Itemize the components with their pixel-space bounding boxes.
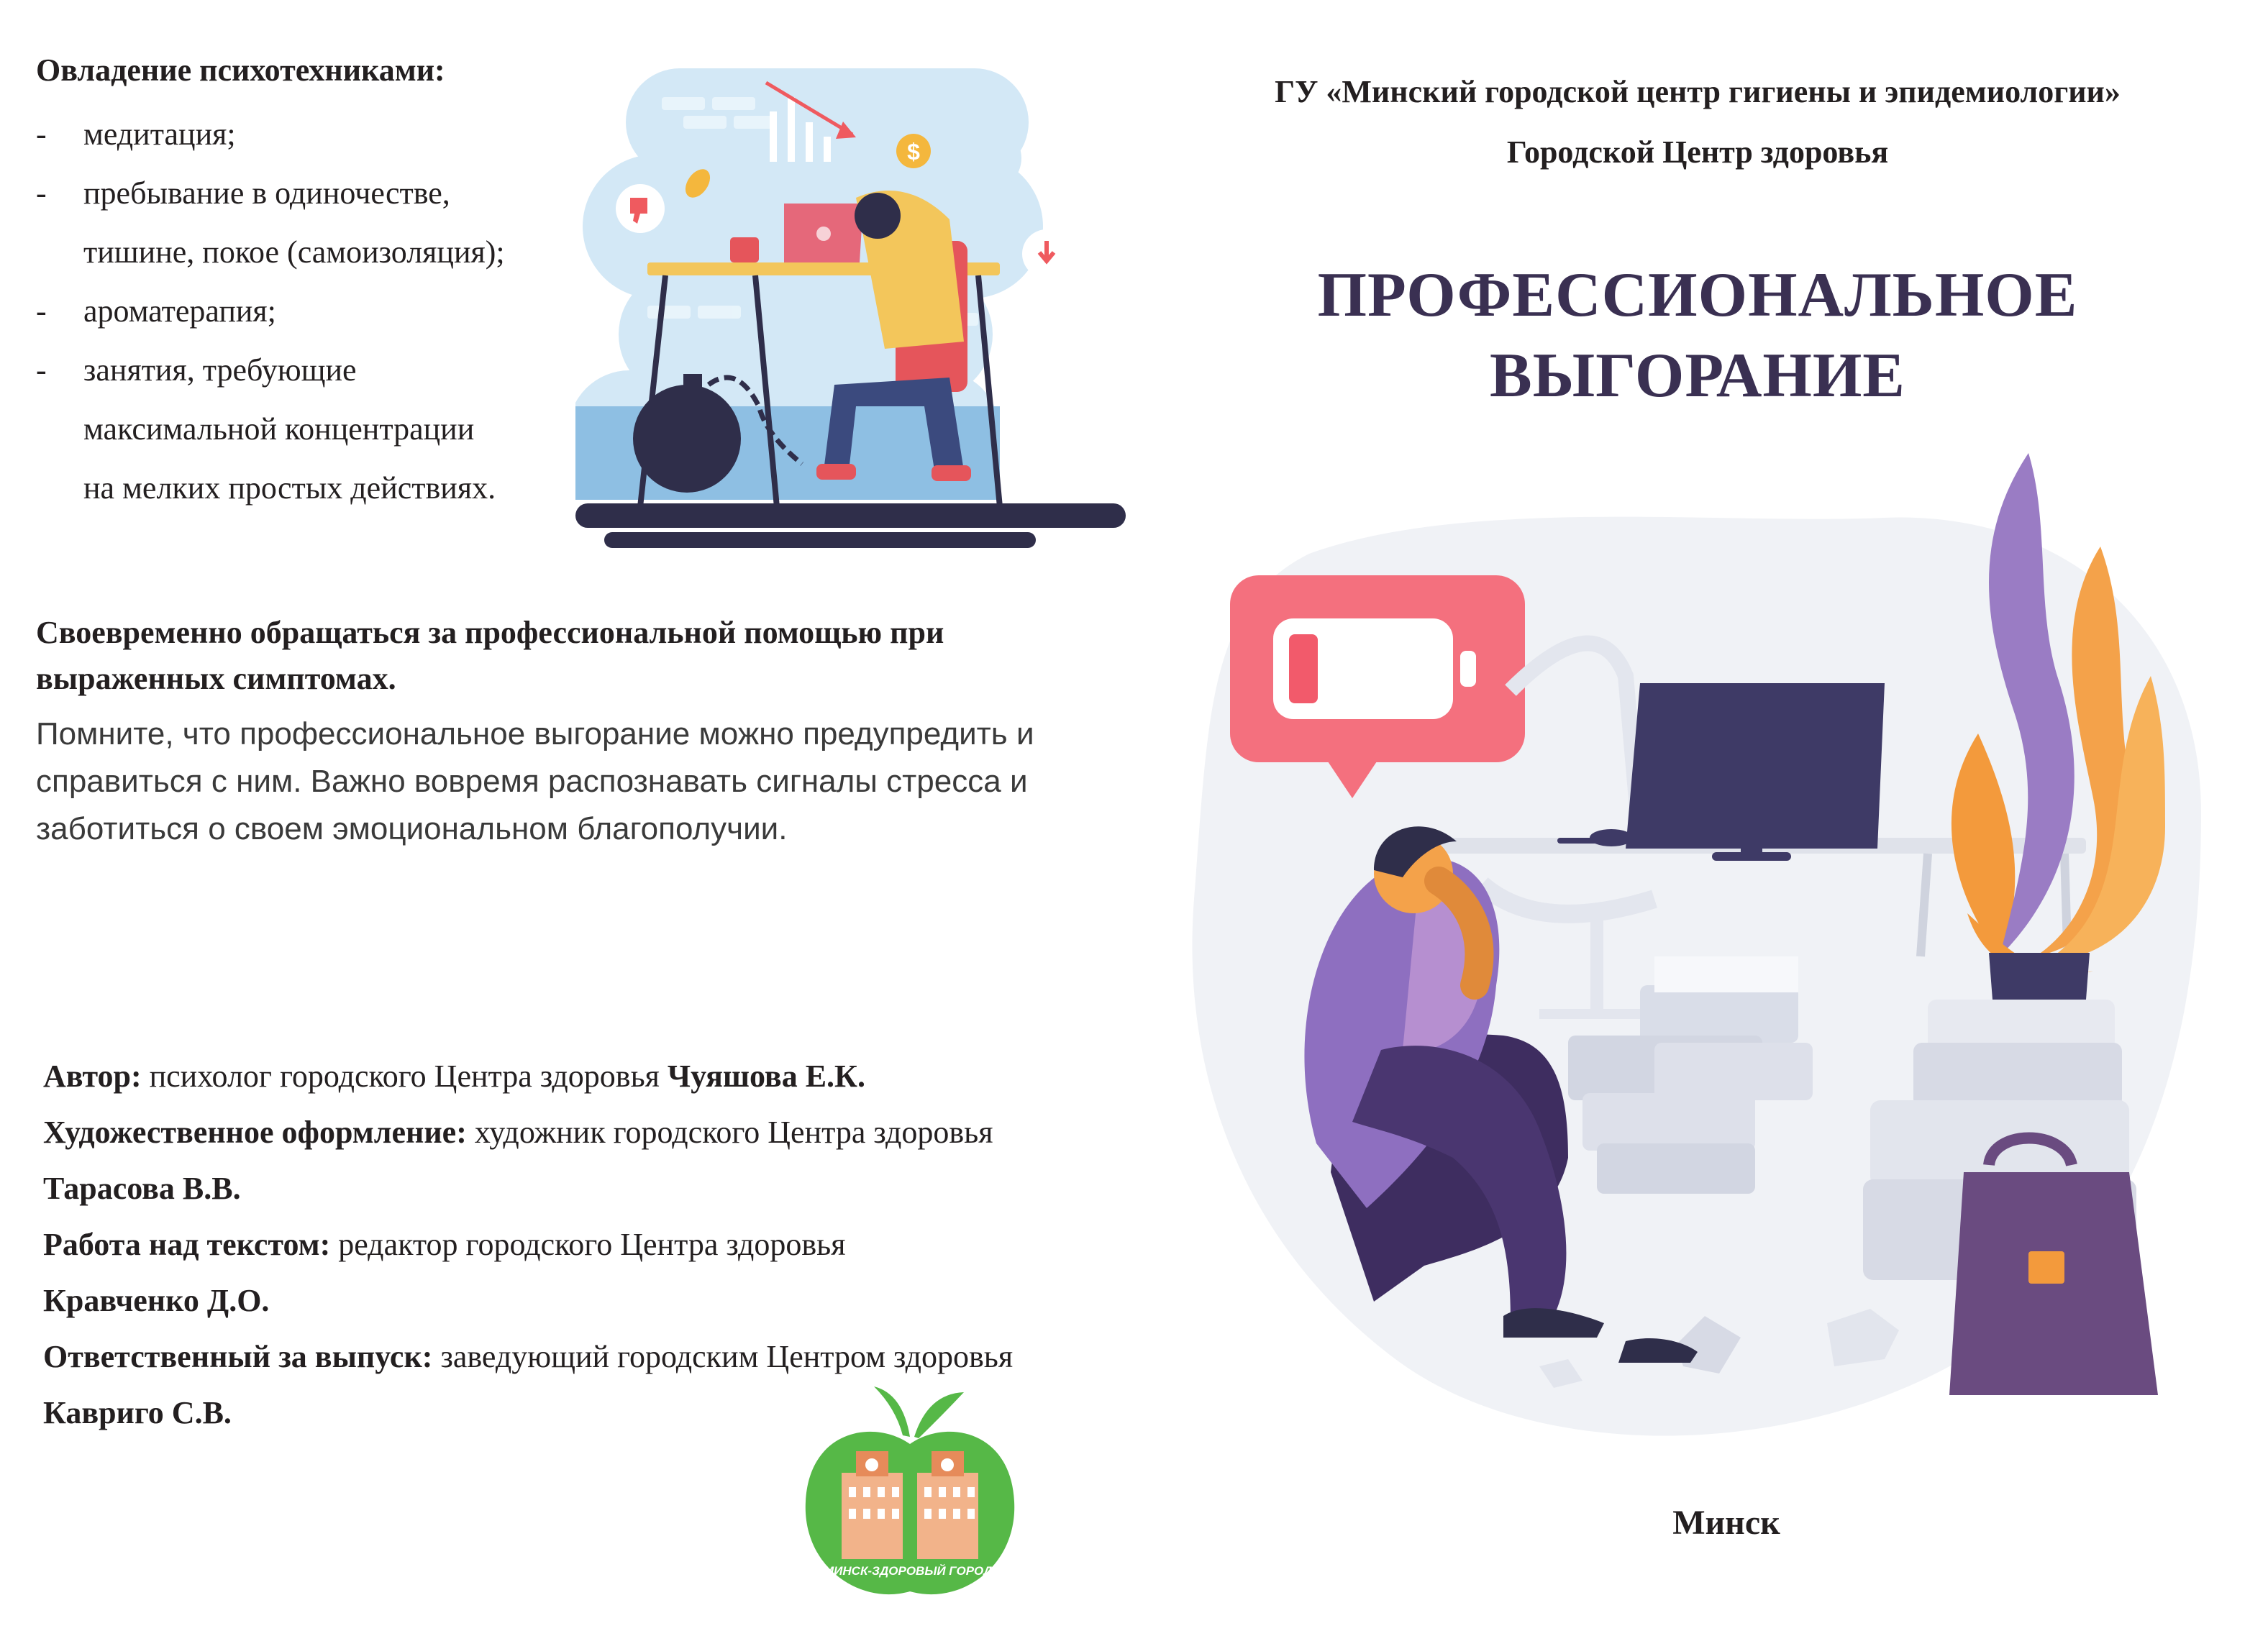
technique-text: занятия, требующие <box>83 352 357 388</box>
technique-text: ароматерапия; <box>83 293 276 329</box>
credit-role: психолог городского Центра здоровья <box>141 1059 668 1094</box>
credit-name: Тарасова В.В. <box>43 1171 241 1206</box>
list-dash: - <box>36 175 47 211</box>
title-line-1: ПРОФЕССИОНАЛЬНОЕ <box>1317 260 2078 330</box>
credit-label: Автор: <box>43 1059 142 1094</box>
apple-leaf-left <box>874 1386 910 1437</box>
exhausted-worker-illustration <box>575 68 1129 565</box>
technique-text: медитация; <box>83 116 236 152</box>
technique-text: на мелких простых действиях. <box>83 470 496 506</box>
credit-name: Чуяшова Е.К. <box>667 1059 865 1094</box>
list-dash: - <box>36 116 47 152</box>
credit-label: Художественное оформление: <box>43 1115 467 1150</box>
techniques-title: Овладение психотехниками: <box>36 52 445 88</box>
technique-item <box>36 459 611 518</box>
credit-label: Работа над текстом: <box>43 1227 331 1262</box>
svg-text:$: $ <box>907 139 920 165</box>
technique-item <box>36 282 611 341</box>
organization-name <box>1165 62 2230 183</box>
reminder-paragraph: Помните, что профессиональное выгорание можно предупредить и справиться с ним. Важно вовремя распознавать сигналы стресса и заботиться о своем эмоциональном благополучии. <box>36 716 1034 846</box>
credit-line <box>43 1161 1165 1217</box>
credit-name: Кравченко Д.О. <box>43 1283 270 1318</box>
brochure-title <box>1165 255 2230 416</box>
organization-line-2: Городской Центр здоровья <box>1506 134 1889 170</box>
credit-line <box>43 1329 1165 1385</box>
seek-help-heading: Своевременно обращаться за профессиональной помощью при выраженных симптомах. <box>36 615 944 696</box>
list-dash: - <box>36 293 47 329</box>
technique-item <box>36 223 611 282</box>
techniques-list <box>36 105 611 518</box>
technique-item <box>36 400 611 459</box>
technique-item <box>36 341 611 400</box>
briefcase-icon <box>1949 1138 2158 1396</box>
list-dash: - <box>36 352 47 388</box>
organization-line-1: ГУ «Минский городской центр гигиены и эпидемиологии» <box>1275 74 2121 109</box>
credit-role: художник городского Центра здоровья <box>466 1115 993 1150</box>
logo-caption: МИНСК-ЗДОРОВЫЙ ГОРОД! <box>824 1564 996 1578</box>
title-line-2: ВЫГОРАНИЕ <box>1490 341 1905 411</box>
credit-label: Ответственный за выпуск: <box>43 1339 433 1374</box>
city-name: Минск <box>1672 1504 1780 1542</box>
technique-item <box>36 164 611 223</box>
apple-leaf-right <box>914 1392 964 1438</box>
credit-name: Кавриго С.В. <box>43 1395 232 1430</box>
technique-text: пребывание в одиночестве, <box>83 175 450 211</box>
minsk-healthy-city-logo <box>795 1379 1025 1609</box>
credit-role: заведующий городским Центром здоровья <box>432 1339 1014 1374</box>
technique-item <box>36 105 611 164</box>
credit-line <box>43 1105 1165 1161</box>
technique-text: максимальной концентрации <box>83 411 475 447</box>
burnout-cover-illustration <box>1165 439 2230 1474</box>
technique-text: тишине, покое (самоизоляция); <box>83 234 505 270</box>
credit-line <box>43 1217 1165 1273</box>
credit-role: редактор городского Центра здоровья <box>330 1227 846 1262</box>
credit-line <box>43 1273 1165 1329</box>
credit-line <box>43 1048 1165 1105</box>
